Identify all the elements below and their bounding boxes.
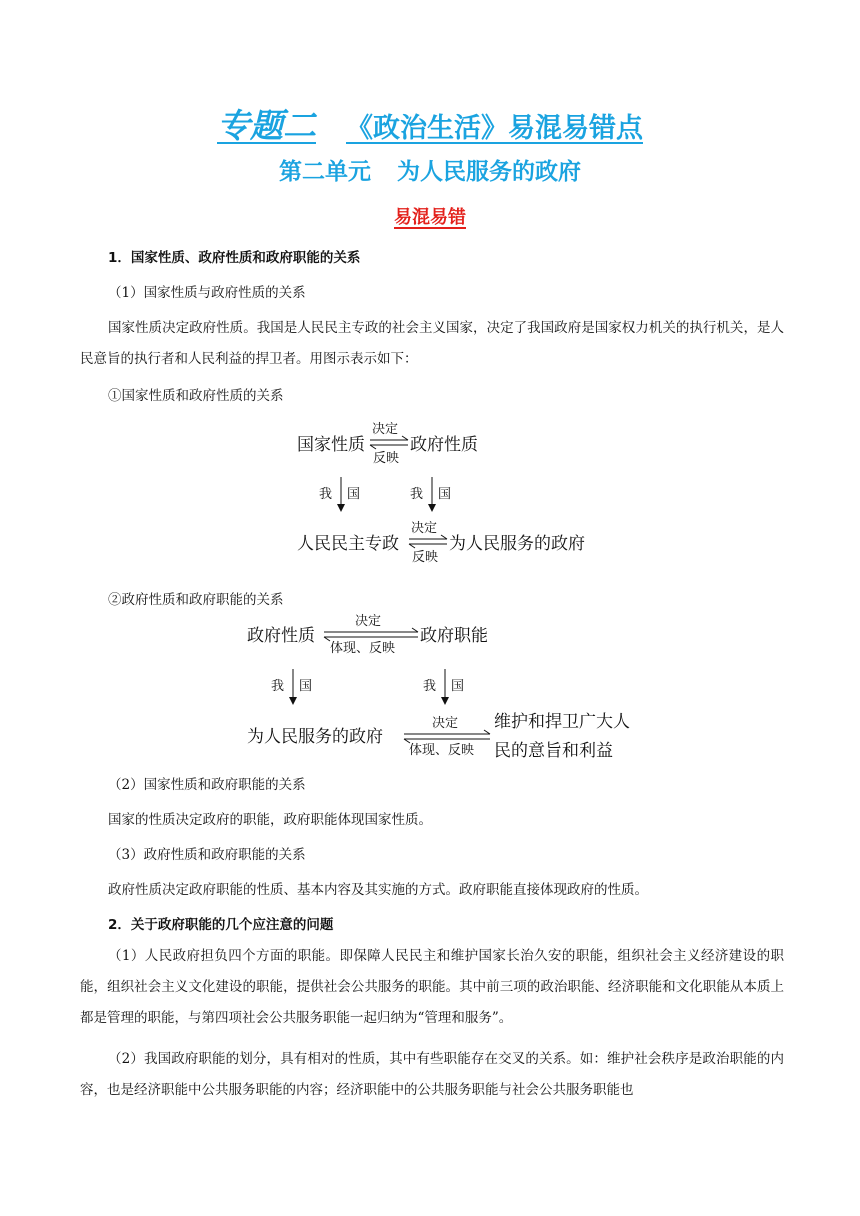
paragraph-1-2: 国家的性质决定政府的职能，政府职能体现国家性质。 — [108, 812, 432, 828]
svg-text:我: 我 — [319, 487, 333, 502]
fig2-top-right: 政府职能 — [420, 626, 488, 646]
fig1-vertical-arrow-right — [410, 477, 451, 512]
unit-name: 为人民服务的政府 — [397, 159, 581, 185]
fig1-arrow-label-top: 决定 — [372, 422, 399, 437]
svg-text:我: 我 — [271, 679, 285, 694]
fig2-bottom-right-line2: 民的意旨和利益 — [494, 741, 613, 761]
fig2-bottom-arrow-label-bottom: 体现、反映 — [409, 743, 475, 758]
fig2-bottom-arrow-label-top: 决定 — [432, 716, 459, 731]
diagram-government-nature-functions — [247, 613, 630, 761]
heading-2: 2．关于政府职能的几个应注意的问题 — [108, 917, 334, 933]
fig2-arrow-label-top: 决定 — [355, 614, 382, 629]
fig2-bottom-double-arrow — [404, 730, 490, 743]
figure-2-caption: ②政府性质和政府职能的关系 — [108, 592, 284, 608]
fig1-bottom-arrow-label-bottom: 反映 — [412, 550, 439, 565]
fig2-bottom-left: 为人民服务的政府 — [247, 727, 383, 747]
fig1-arrow-label-bottom: 反映 — [373, 451, 400, 466]
svg-text:国: 国 — [451, 679, 465, 694]
fig2-top-left: 政府性质 — [247, 626, 315, 646]
fig1-top-left: 国家性质 — [297, 435, 365, 455]
fig1-vertical-arrow-left — [319, 477, 360, 512]
subheading-1-3: （3）政府性质和政府职能的关系 — [108, 847, 306, 863]
fig1-double-arrow — [370, 436, 408, 449]
figure-1-caption: ①国家性质和政府性质的关系 — [108, 388, 284, 404]
svg-text:我: 我 — [410, 487, 424, 502]
fig2-vertical-arrow-right — [423, 669, 464, 705]
fig2-vertical-arrow-left — [271, 669, 312, 705]
fig1-bottom-left: 人民民主专政 — [297, 534, 399, 554]
heading-1: 1．国家性质、政府性质和政府职能的关系 — [108, 250, 361, 266]
subheading-1-2: （2）国家性质和政府职能的关系 — [108, 777, 306, 793]
fig1-bottom-arrow-label-top: 决定 — [411, 521, 438, 536]
paragraph-2-2: （2）我国政府职能的划分，具有相对的性质，其中有些职能存在交叉的关系。如：维护社会秩序是政治职能的内容，也是经济职能中公共服务职能的内容；经济职能中的公共服务职能与社会公共服务职能也 — [80, 1051, 784, 1098]
fig1-bottom-double-arrow — [409, 535, 447, 548]
subheading-1-1: （1）国家性质与政府性质的关系 — [108, 285, 306, 301]
svg-text:我: 我 — [423, 679, 437, 694]
paragraph-1-1: 国家性质决定政府性质。我国是人民民主专政的社会主义国家，决定了我国政府是国家权力机关的执行机关，是人民意旨的执行者和人民利益的捍卫者。用图示表示如下： — [80, 320, 784, 367]
fig1-bottom-right: 为人民服务的政府 — [449, 534, 585, 554]
paragraph-1-3: 政府性质决定政府职能的性质、基本内容及其实施的方式。政府职能直接体现政府的性质。 — [108, 882, 648, 898]
unit-number: 第二单元 — [279, 159, 371, 185]
svg-text:国: 国 — [438, 487, 452, 502]
section-title: 易混易错 — [394, 207, 466, 228]
topic-label: 专题二 — [217, 106, 316, 145]
paragraph-2-1: （1）人民政府担负四个方面的职能。即保障人民民主和维护国家长治久安的职能，组织社会主义经济建设的职能，组织社会主义文化建设的职能，提供社会公共服务的职能。其中前三项的政治职能、经济职能和文化职能从本质上都是管理的职能，与第四项社会公共服务职能一起归纳为“管理和服务”。 — [80, 948, 784, 1026]
topic-subtitle: 《政治生活》易混易错点 — [346, 113, 643, 144]
svg-text:国: 国 — [299, 679, 313, 694]
fig1-top-right: 政府性质 — [410, 435, 478, 455]
fig2-arrow-label-bottom: 体现、反映 — [330, 641, 396, 656]
svg-text:国: 国 — [347, 487, 361, 502]
fig2-double-arrow — [324, 628, 418, 641]
fig2-bottom-right-line1: 维护和捍卫广大人 — [494, 712, 630, 732]
diagram-state-government-nature — [297, 421, 585, 565]
